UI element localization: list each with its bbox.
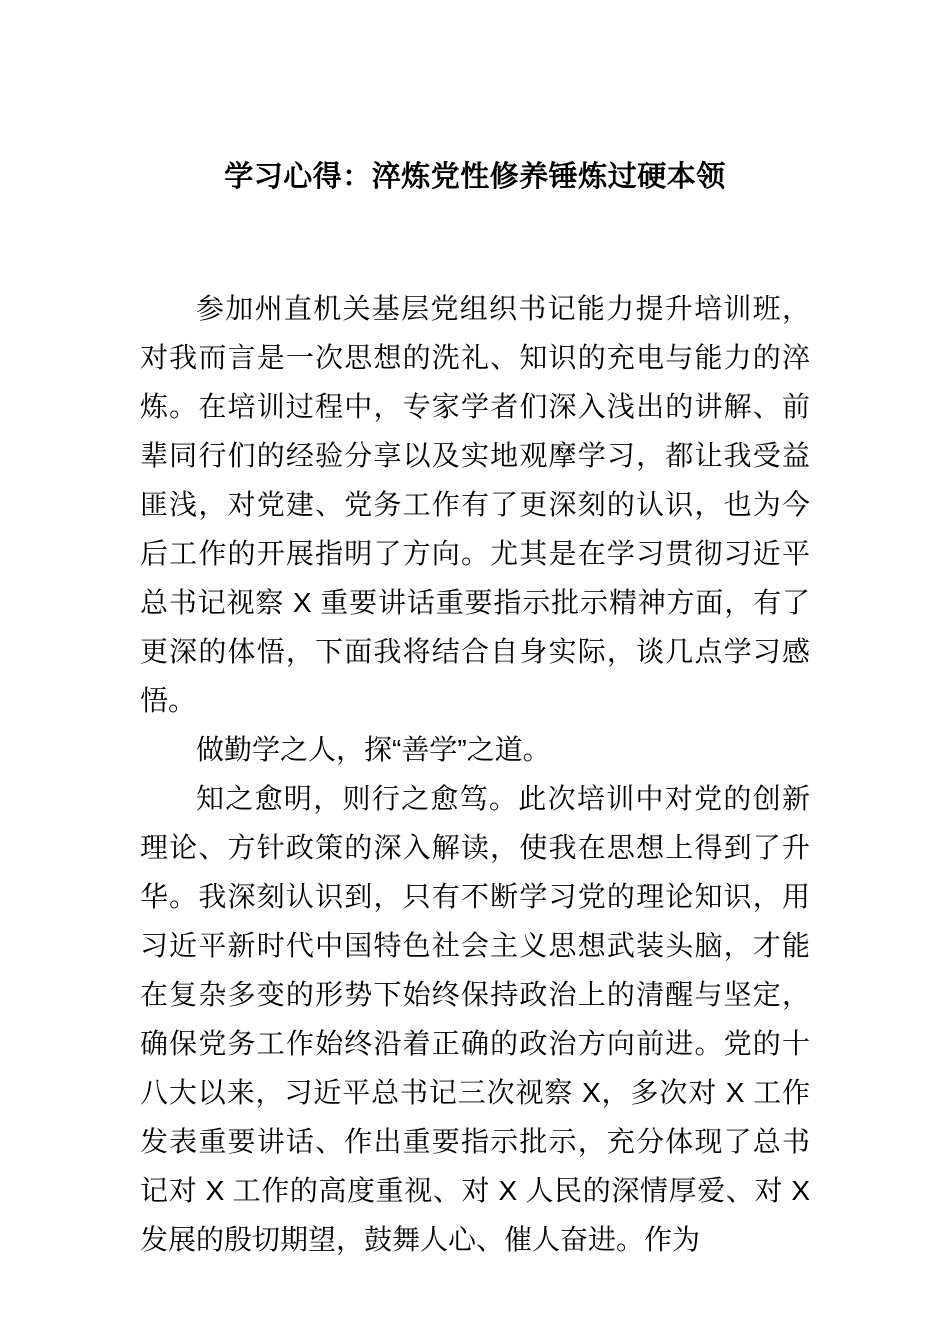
document-title: 学习心得：淬炼党性修养锤炼过硬本领 bbox=[224, 161, 726, 193]
document-body bbox=[140, 284, 810, 1264]
paragraph-learning: 知之愈明，则行之愈笃。此次培训中对党的创新理论、方针政策的深入解读，使我在思想上得到了升华。我深刻认识到，只有不断学习党的理论知识，用习近平新时代中国特色社会主义思想武装头脑，才能在复杂多变的形势下始终保持政治上的清醒与坚定，确保党务工作始终沿着正确的政治方向前进。党的十八大以来，习近平总书记三次视察 X，多次对 X 工作发表重要讲话、作出重要指示批示，充分体现了总书记对 X 工作的高度重视、对 X 人民的深情厚爱、对 X 发展的殷切期望，鼓舞人心、催人奋进。作为 bbox=[140, 783, 810, 1255]
paragraph-intro: 参加州直机关基层党组织书记能力提升培训班，对我而言是一次思想的洗礼、知识的充电与能力的淬炼。在培训过程中，专家学者们深入浅出的讲解、前辈同行们的经验分享以及实地观摩学习，都让我受益匪浅，对党建、党务工作有了更深刻的认识，也为今后工作的开展指明了方向。尤其是在学习贯彻习近平总书记视察 X 重要讲话重要指示批示精神方面，有了更深的体悟，下面我将结合自身实际，谈几点学习感悟。 bbox=[140, 293, 810, 716]
paragraph-subheading: 做勤学之人，探“善学”之道。 bbox=[196, 734, 551, 765]
